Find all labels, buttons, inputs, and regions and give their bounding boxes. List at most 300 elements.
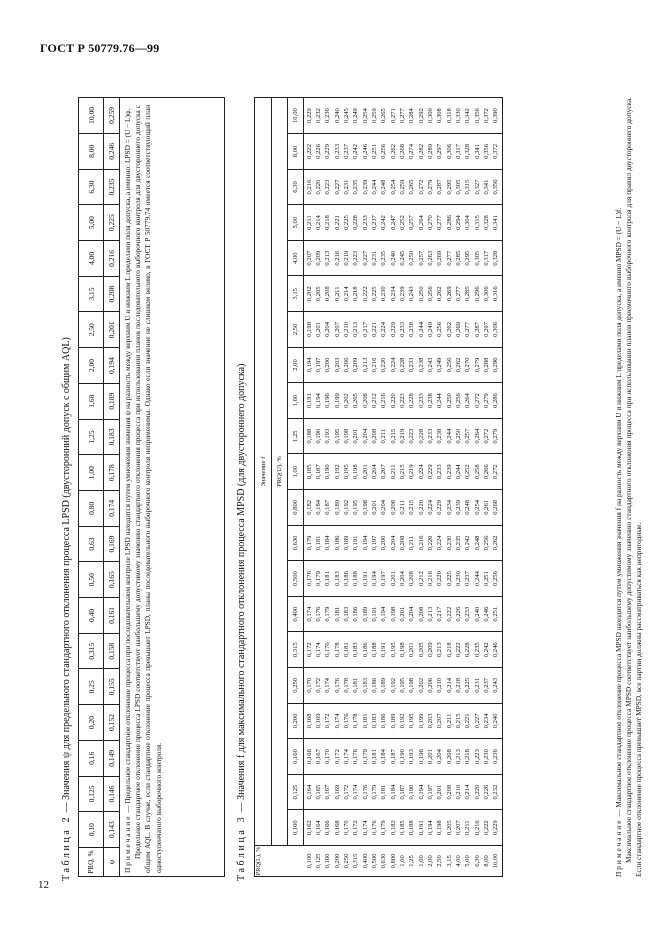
table3-value: 0,196 <box>418 749 425 764</box>
table3-column-header: 0,125 <box>288 774 304 810</box>
table3-value: 0,240 <box>492 713 499 729</box>
table3-value: 0,197 <box>315 357 322 373</box>
table3-value: 0,195 <box>343 464 350 480</box>
table3-value: 0,234 <box>483 713 490 729</box>
table3-value: 0,221 <box>464 713 471 729</box>
table3-value-cell <box>416 561 444 597</box>
table3-value-cell <box>388 561 416 597</box>
table3-value-cell <box>332 240 360 276</box>
table3-row-label: 10,00 <box>492 853 499 869</box>
table3-value: 0,219 <box>343 250 350 266</box>
table3-value: 0,315 <box>474 215 481 231</box>
table3-value-cell <box>360 134 388 170</box>
table3-value: 0,204 <box>362 428 369 444</box>
table3-row-labels <box>304 846 333 877</box>
table3-value-cell <box>360 98 388 134</box>
table3-value: 0,328 <box>483 215 490 231</box>
table3-value: 0,233 <box>408 357 415 373</box>
table3-value-cell <box>360 454 388 490</box>
table3-value: 0,263 <box>427 250 434 266</box>
table3-value: 0,220 <box>418 499 425 515</box>
table3-value-cell <box>360 312 388 348</box>
table3-value: 0,252 <box>464 464 471 480</box>
table3-value: 0,201 <box>436 784 443 800</box>
table3-value: 0,172 <box>315 677 322 693</box>
table3-value: 0,169 <box>334 784 341 800</box>
table3 <box>255 98 502 876</box>
table3-value: 0,261 <box>483 499 490 515</box>
table3-value: 0,189 <box>334 499 341 515</box>
table3-value: 0,191 <box>380 642 387 658</box>
table3-column-header: 2,50 <box>288 312 304 348</box>
table3-value: 0,285 <box>455 250 462 266</box>
table3-value: 0,265 <box>408 179 415 195</box>
table3-value-cell <box>472 703 502 739</box>
table3-value-cell <box>360 347 388 383</box>
table3-column-header: 5,00 <box>288 205 304 241</box>
table3-value: 0,251 <box>371 144 378 159</box>
table3-value: 0,305 <box>474 250 481 266</box>
table3-value: 0,215 <box>390 428 397 444</box>
table3-value: 0,216 <box>418 535 425 551</box>
table3-value: 0,249 <box>352 108 359 123</box>
table3-row-labels <box>360 846 388 877</box>
table3-value: 0,250 <box>446 393 453 408</box>
table3-value: 0,256 <box>436 321 443 337</box>
table3-value: 0,207 <box>380 464 387 480</box>
table3-value-cell <box>444 98 472 134</box>
table3-value: 0,203 <box>334 357 341 373</box>
table3-value: 0,234 <box>390 286 397 302</box>
table2-row-label-prq: PRQ, % <box>79 848 104 877</box>
table3-value: 0,176 <box>343 713 350 729</box>
table2-note <box>123 105 164 873</box>
table3-value: 0,262 <box>492 535 499 551</box>
table3-value-cell <box>444 205 472 241</box>
table3-value: 0,270 <box>464 357 471 373</box>
table3-value: 0,277 <box>436 215 443 231</box>
table3-value: 0,197 <box>380 571 387 586</box>
table2-psi-cell: 0,194 <box>104 348 120 384</box>
table3-value: 0,174 <box>315 642 322 658</box>
table3-value: 0,194 <box>427 820 434 836</box>
table2-psi-cell: 0,235 <box>104 169 120 205</box>
table3-value-cell <box>304 240 333 276</box>
table3-value-cell <box>304 739 333 775</box>
table3-value: 0,184 <box>315 499 322 515</box>
table3-value-cell <box>388 490 416 526</box>
table3-value-cell <box>360 418 388 454</box>
table2-psi-cell: 0,143 <box>104 812 120 848</box>
table3-value: 0,192 <box>390 677 397 693</box>
table3-value: 0,210 <box>343 321 350 337</box>
table3-column-header: 0,315 <box>288 632 304 668</box>
table3-value: 0,200 <box>380 535 387 551</box>
table3-value: 0,279 <box>483 393 490 408</box>
table3-value: 0,181 <box>362 713 369 729</box>
table3-value: 0,227 <box>474 713 481 729</box>
table3-value-cell <box>472 561 502 597</box>
table3-value: 0,235 <box>474 642 481 658</box>
table3-value: 0,245 <box>399 250 406 266</box>
table3-value-cell <box>472 739 502 775</box>
table2-prq-cell: 10,00 <box>79 98 104 134</box>
table2-psi-cell: 0,169 <box>104 526 120 562</box>
table3-value-cell <box>388 312 416 348</box>
table3-value: 0,195 <box>399 677 406 693</box>
table3-column-header: 3,15 <box>288 276 304 312</box>
table3-value-cell <box>416 632 444 668</box>
table3-value-cell <box>472 525 502 561</box>
table2-psi-cell: 0,208 <box>104 276 120 312</box>
table3-value: 0,213 <box>324 250 331 266</box>
table3-value-cell <box>360 810 388 846</box>
table3-value: 0,186 <box>362 642 369 658</box>
table3-value: 0,229 <box>324 144 331 159</box>
table3-value-cell <box>444 596 472 632</box>
table3-value-cell <box>444 525 472 561</box>
table3-value: 0,201 <box>352 428 359 444</box>
table3-value: 0,328 <box>492 250 499 266</box>
table3-value-cell <box>416 454 444 490</box>
table3-value: 0,287 <box>474 321 481 337</box>
table2-psi-cell: 0,201 <box>104 312 120 348</box>
table2-psi-cell: 0,158 <box>104 633 120 669</box>
table3-value: 0,289 <box>427 144 434 159</box>
table3-value: 0,226 <box>315 144 322 159</box>
table3-value-cell <box>360 525 388 561</box>
table3-value: 0,328 <box>464 144 471 159</box>
table3-value-cell <box>472 668 502 704</box>
table3-value: 0,220 <box>380 357 387 373</box>
table3-value: 0,315 <box>464 179 471 195</box>
table2-caption <box>61 79 72 881</box>
table3-value: 0,226 <box>483 784 490 800</box>
table3-value: 0,185 <box>306 464 313 480</box>
table3-value-cell <box>472 632 502 668</box>
table3-value: 0,229 <box>306 108 313 123</box>
table3-value: 0,211 <box>464 820 471 835</box>
table3-value: 0,341 <box>483 179 490 195</box>
table3-value: 0,220 <box>436 571 443 586</box>
table3-row-labels <box>416 846 444 877</box>
table3-value-cell <box>304 454 333 490</box>
table3-value: 0,279 <box>474 357 481 373</box>
table3-value: 0,227 <box>362 250 369 266</box>
table3-row-labels <box>472 846 502 877</box>
table3-value-cell <box>360 561 388 597</box>
table3-value: 0,317 <box>455 144 462 159</box>
table3-value-cell <box>332 134 360 170</box>
table3-value: 0,194 <box>315 393 322 408</box>
table3-value: 0,198 <box>390 606 397 622</box>
table3-value: 0,235 <box>455 535 462 551</box>
table3-value-cell <box>360 383 388 419</box>
table3-value: 0,264 <box>464 393 471 408</box>
table3-value: 0,244 <box>436 393 443 408</box>
table3-value: 0,176 <box>362 784 369 800</box>
table2-prq-cell: 0,16 <box>79 740 104 776</box>
table3-column-header: 0,630 <box>288 525 304 561</box>
table3-value-cell <box>444 347 472 383</box>
table3-value: 0,224 <box>436 535 443 551</box>
table3-value: 0,198 <box>306 321 313 337</box>
table3-value: 0,208 <box>371 428 378 444</box>
table3-value: 0,165 <box>315 784 322 800</box>
table3-row-labels <box>332 846 360 877</box>
table3-values-label: Значение f <box>255 98 272 846</box>
table3-value: 0,208 <box>324 286 331 302</box>
table3-value: 0,230 <box>380 286 387 302</box>
table3-value-cell <box>444 810 472 846</box>
table3-value: 0,184 <box>324 535 331 551</box>
table3-value-cell <box>360 632 388 668</box>
table3-row-label: 0,160 <box>323 853 331 869</box>
table3-value: 0,164 <box>306 784 313 800</box>
table3-value: 0,204 <box>408 606 415 622</box>
table3-value: 0,228 <box>408 393 415 408</box>
table3-value: 0,218 <box>455 677 462 693</box>
table3-value-cell <box>472 169 502 205</box>
table3-value: 0,178 <box>352 713 359 729</box>
table3-value: 0,220 <box>474 784 481 800</box>
table3-value: 0,330 <box>455 108 462 123</box>
table3-value: 0,176 <box>306 571 313 586</box>
table3-value-cell <box>360 668 388 704</box>
table3-value: 0,178 <box>334 642 341 658</box>
table3-value-cell <box>332 98 360 134</box>
table3-value: 0,174 <box>352 784 359 800</box>
table3-value: 0,231 <box>371 250 378 266</box>
table3-value-cell <box>304 169 333 205</box>
table3-value: 0,215 <box>455 713 462 729</box>
table3-value: 0,269 <box>455 321 462 337</box>
table3-value-cell <box>416 739 444 775</box>
table3-value: 0,188 <box>408 820 415 836</box>
table3-value-cell <box>388 525 416 561</box>
table3-value: 0,231 <box>343 179 350 195</box>
table3-value-cell <box>444 276 472 312</box>
table2-prq-cell: 0,315 <box>79 633 104 669</box>
table3-value: 0,187 <box>315 464 322 480</box>
table3-value: 0,176 <box>352 749 359 764</box>
table3-value-cell <box>332 525 360 561</box>
table3-value-cell <box>304 205 333 241</box>
table2-prq-cell: 0,125 <box>79 776 104 812</box>
table3-value-cell <box>388 454 416 490</box>
table3-value-cell <box>416 703 444 739</box>
table3-value: 0,191 <box>371 606 378 622</box>
table3-value: 0,223 <box>399 393 406 408</box>
table3-value: 0,186 <box>380 713 387 729</box>
table2-prq-cell: 8,00 <box>79 133 104 169</box>
table3-value-cell <box>388 205 416 241</box>
table3-value: 0,214 <box>446 677 453 693</box>
table3-value: 0,256 <box>483 535 490 551</box>
table3-value: 0,262 <box>436 286 443 302</box>
table3-column-header: 0,400 <box>288 596 304 632</box>
table3-row-label: 0,250 <box>343 853 350 869</box>
table3-value-cell <box>360 703 388 739</box>
table3-row-group <box>444 98 472 876</box>
table2-psi-cell: 0,165 <box>104 562 120 598</box>
table3-value: 0,211 <box>334 286 341 302</box>
table3-value-cell <box>388 240 416 276</box>
table3-value-cell <box>444 240 472 276</box>
table3-value: 0,240 <box>390 250 397 266</box>
table3-value-cell <box>360 739 388 775</box>
table3-value-cell <box>388 810 416 846</box>
table3-value: 0,282 <box>418 144 425 159</box>
table3-value: 0,176 <box>324 642 331 658</box>
table3-value: 0,194 <box>362 535 369 551</box>
table3-value: 0,208 <box>362 393 369 408</box>
table3-caption <box>236 79 247 881</box>
table3-value: 0,212 <box>371 393 378 408</box>
table3-value: 0,270 <box>427 215 434 231</box>
table3-value: 0,192 <box>334 464 341 480</box>
table3-value: 0,201 <box>390 571 397 586</box>
table3-value-cell <box>332 739 360 775</box>
table3-value: 0,237 <box>464 571 471 586</box>
table2-note-lead: Примечание <box>123 814 132 873</box>
table3-value-cell <box>416 276 444 312</box>
table3-value: 0,264 <box>474 428 481 444</box>
table3-value: 0,251 <box>483 571 490 586</box>
table3-value: 0,231 <box>474 677 481 693</box>
table3-value: 0,211 <box>380 428 387 444</box>
table3-value: 0,271 <box>390 108 397 123</box>
table3-value: 0,259 <box>371 108 378 123</box>
table3-value: 0,192 <box>399 713 406 729</box>
table3-value: 0,172 <box>352 820 359 836</box>
table2-prq-cell: 0,40 <box>79 598 104 634</box>
table3-value-cell <box>416 134 444 170</box>
table3-value: 0,246 <box>483 606 490 622</box>
table3-value: 0,306 <box>446 144 453 159</box>
table3-value: 0,229 <box>436 499 443 515</box>
table3-value: 0,209 <box>352 357 359 373</box>
table3-value: 0,248 <box>464 499 471 515</box>
table3-value: 0,246 <box>362 144 369 159</box>
table3-value: 0,172 <box>334 749 341 764</box>
table3-value: 0,256 <box>455 393 462 408</box>
table3-value: 0,222 <box>306 144 313 159</box>
table3-value: 0,212 <box>418 571 425 586</box>
table3-row-label: 0,125 <box>314 853 322 869</box>
table3-row-label: 2,50 <box>436 855 443 867</box>
table3-value-cell <box>472 596 502 632</box>
table3-value: 0,226 <box>455 606 462 622</box>
table3-row-group <box>472 98 502 876</box>
table3-value: 0,199 <box>418 713 425 729</box>
table3-value-cell <box>416 383 444 419</box>
table3-value: 0,183 <box>334 571 341 586</box>
table3-value-cell <box>416 240 444 276</box>
table3-value: 0,201 <box>315 321 322 337</box>
table2-psi-cell: 0,189 <box>104 383 120 419</box>
table3-value: 0,181 <box>352 677 359 693</box>
table3-value: 0,215 <box>408 499 415 515</box>
table2-psi-cell: 0,161 <box>104 598 120 634</box>
table3-value: 0,210 <box>436 677 443 693</box>
table3-value-cell <box>360 169 388 205</box>
table3-column-header: 0,200 <box>288 703 304 739</box>
table3-value: 0,356 <box>492 179 499 195</box>
table3-value: 0,223 <box>408 428 415 444</box>
table3-value: 0,201 <box>427 749 434 764</box>
table3-value: 0,170 <box>324 749 331 764</box>
table3-value: 0,297 <box>483 321 490 337</box>
table3-value: 0,244 <box>371 179 378 195</box>
table3-value: 0,268 <box>399 144 406 159</box>
table3-value: 0,194 <box>371 571 378 586</box>
table3-value-cell <box>388 169 416 205</box>
table3-value: 0,256 <box>446 357 453 373</box>
table3-value: 0,372 <box>492 144 499 159</box>
table3-value-cell <box>472 347 502 383</box>
table3-value-cell <box>304 668 333 704</box>
table3-value-cell <box>472 454 502 490</box>
table3-value: 0,204 <box>380 499 387 515</box>
table3-value: 0,179 <box>371 784 378 800</box>
table3-value: 0,232 <box>492 784 499 800</box>
table2-psi-cell: 0,149 <box>104 740 120 776</box>
table3-value-cell <box>444 774 472 810</box>
table3-value-cell <box>304 418 333 454</box>
table3-value: 0,216 <box>474 820 481 836</box>
table3-value: 0,232 <box>315 108 322 123</box>
table2-note-p2: Предельное стандартное отклонение процесса LPSD соответствует наибольшему допустимому значению стандартного отклонения процесса при использовании планов последовательного выборочного контроля для двустороннего допуска с общим AQL. В случае, если стандартное отклонение процесса превышает LPSD, планы последовательного выборочного контроля неприменимы. Однако если значение не слишком велико, в ГОСТ Р 50779.74 имеется соответствующий план одноступенчатого выборочного контроля. <box>133 105 163 873</box>
table3-value: 0,300 <box>427 108 434 123</box>
table3-value: 0,205 <box>418 642 425 658</box>
table3-row-group <box>416 98 444 876</box>
table3-value-cell <box>444 561 472 597</box>
table3-value: 0,168 <box>334 820 341 836</box>
table3-value: 0,219 <box>408 464 415 480</box>
table3-value: 0,233 <box>464 606 471 622</box>
table3-value: 0,169 <box>315 713 322 729</box>
table3-column-header: 0,250 <box>288 668 304 704</box>
table3-value: 0,198 <box>436 820 443 836</box>
table3-value-cell <box>304 490 333 526</box>
table3-row-group <box>388 98 416 876</box>
table3-row-label: 0,315 <box>352 853 359 869</box>
table3-value: 0,269 <box>436 250 443 266</box>
table3-value: 0,238 <box>427 393 434 408</box>
table3-value: 0,208 <box>446 749 453 764</box>
table3-value-cell <box>472 774 502 810</box>
table3-row-label: 0,400 <box>362 853 369 869</box>
table3-value: 0,243 <box>408 286 415 302</box>
table3-value: 0,356 <box>474 108 481 123</box>
table2-prq-cell: 6,30 <box>79 169 104 205</box>
table3-value: 0,246 <box>492 642 499 658</box>
table3-value: 0,218 <box>446 642 453 658</box>
table3-value-cell <box>304 561 333 597</box>
table3-value: 0,200 <box>324 357 331 373</box>
table3-value: 0,272 <box>474 393 481 408</box>
table3-value-cell <box>304 98 333 134</box>
table2-prq-cell: 0,63 <box>79 526 104 562</box>
table3-value-cell <box>304 312 333 348</box>
table3-value: 0,181 <box>334 606 341 622</box>
table3-value: 0,186 <box>343 571 350 586</box>
table3-value: 0,189 <box>380 677 387 693</box>
table3-column-header: 6,30 <box>288 169 304 205</box>
table3-value: 0,174 <box>306 606 313 622</box>
table3-row-label: 0,200 <box>334 853 341 869</box>
